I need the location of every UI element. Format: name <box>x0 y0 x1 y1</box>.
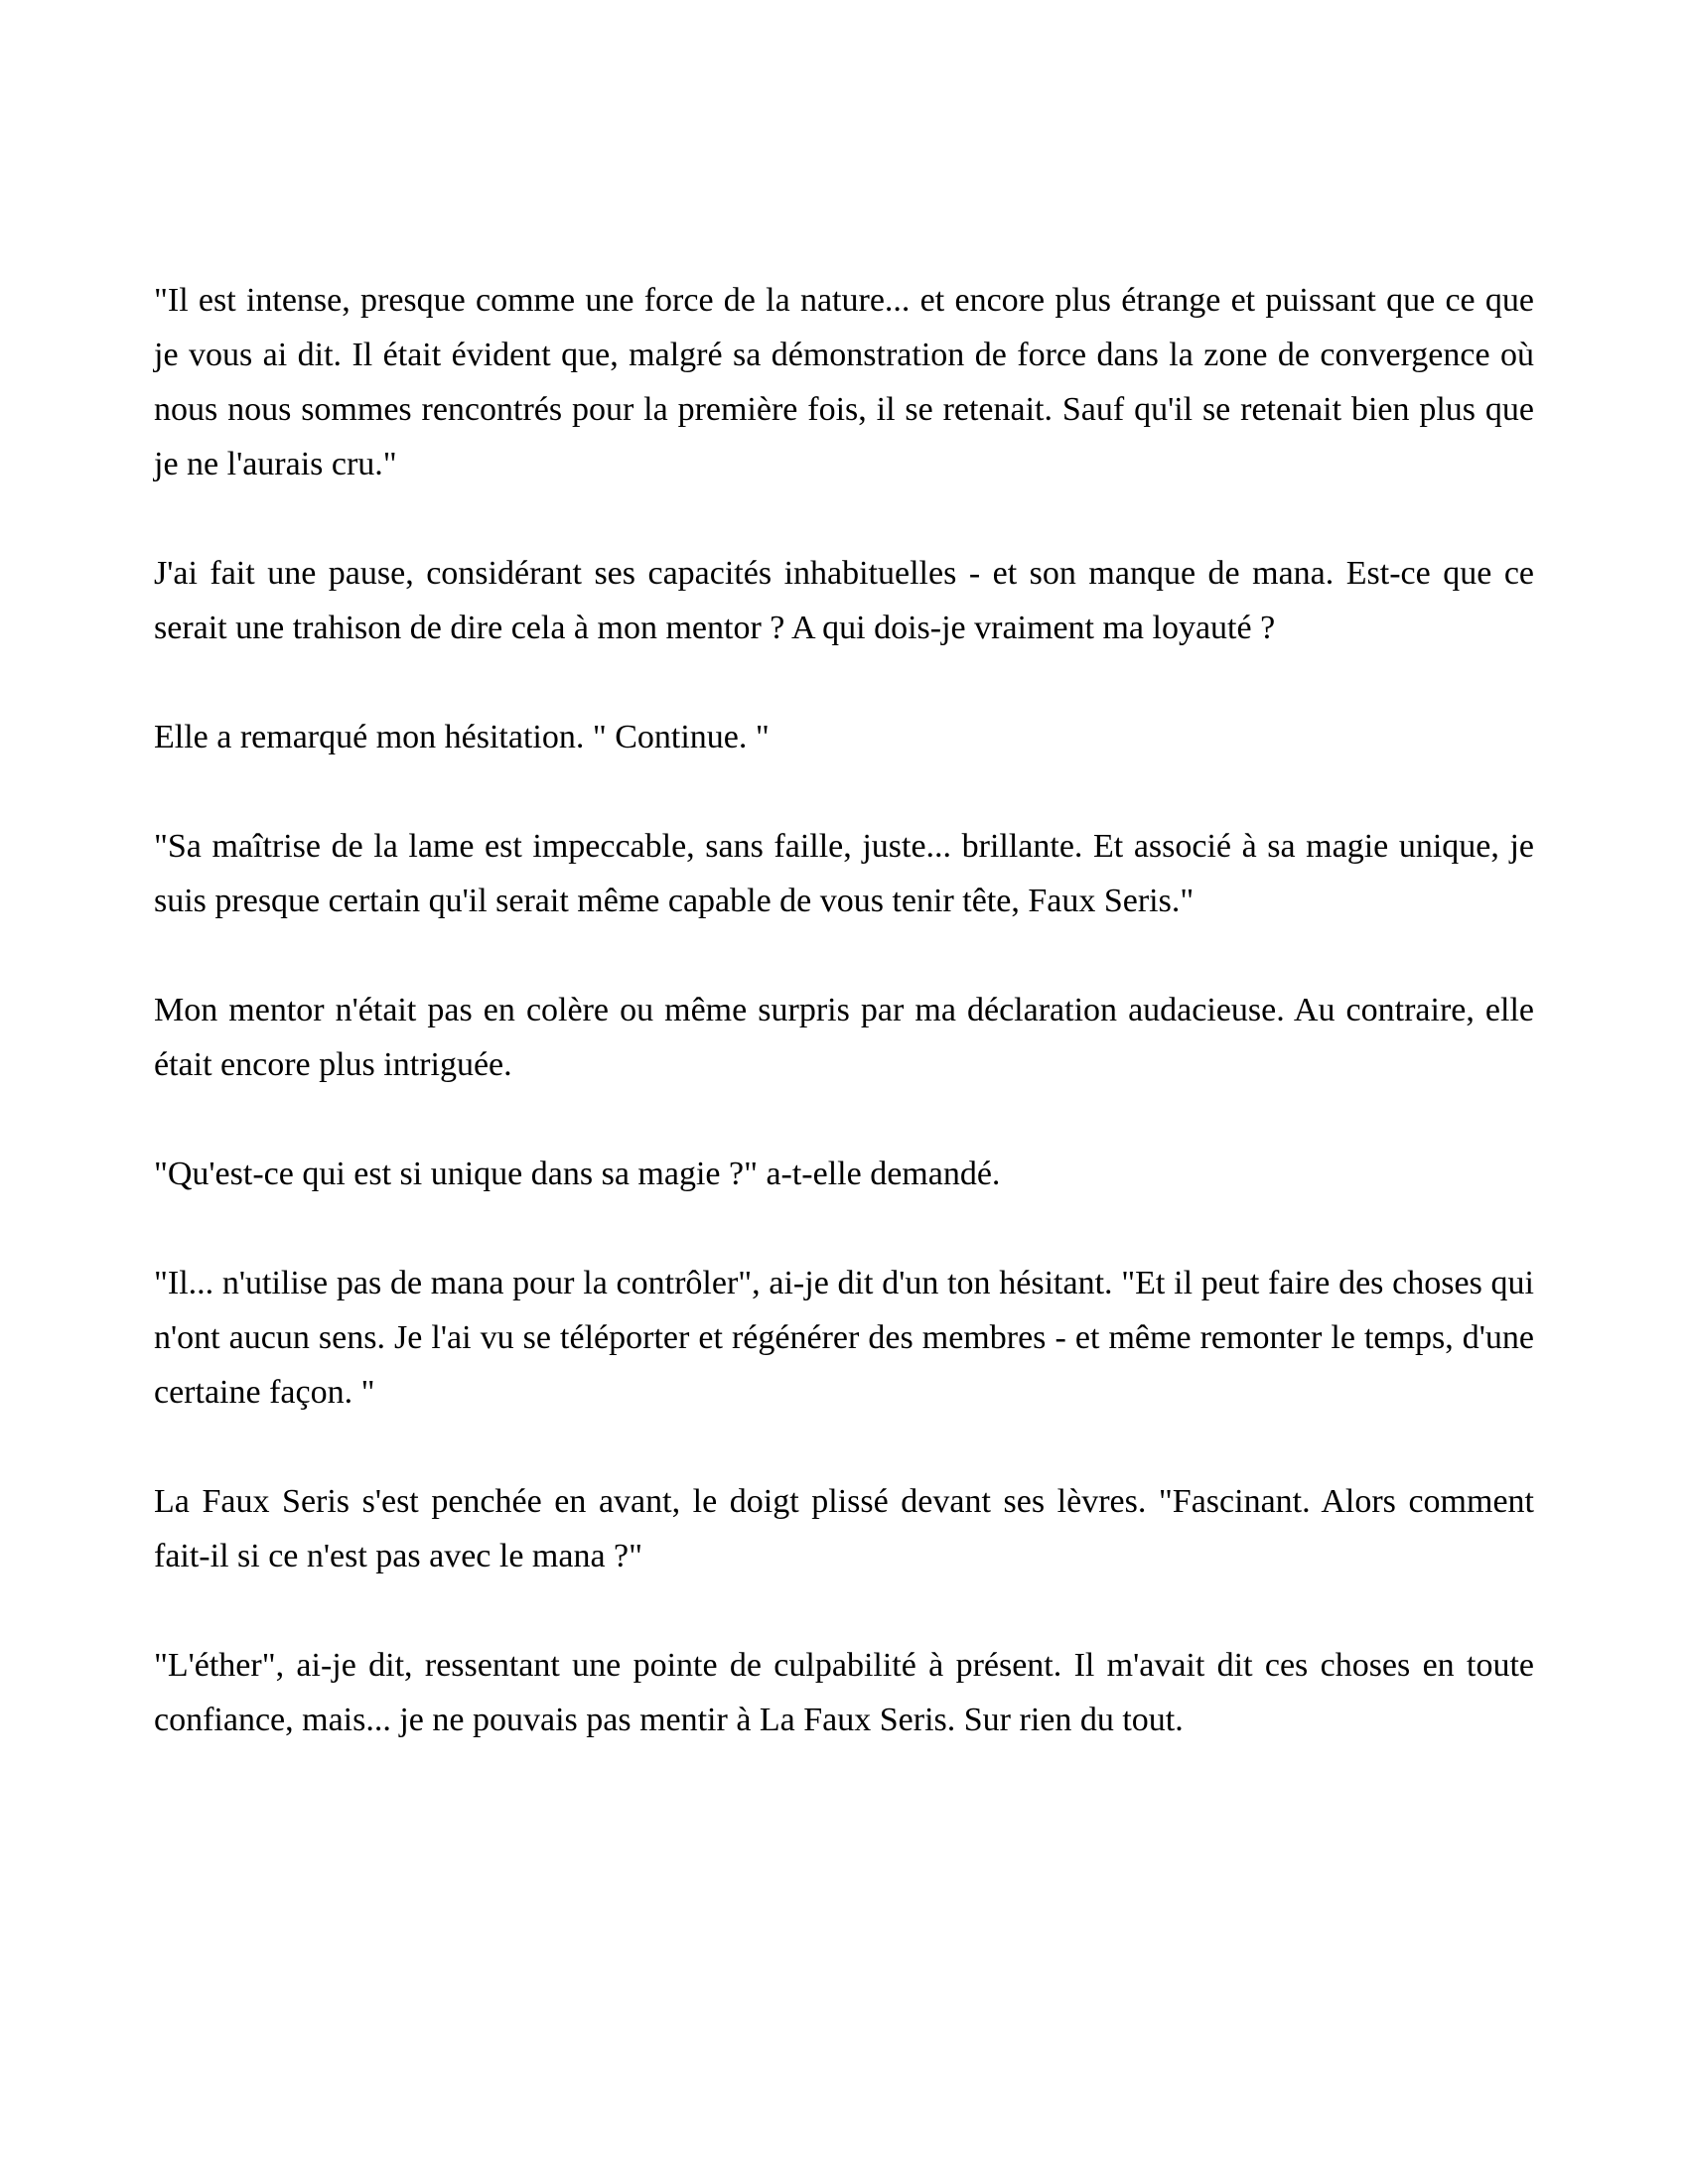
paragraph-9: "L'éther", ai-je dit, ressentant une pointe de culpabilité à présent. Il m'avait dit ces choses en toute confiance, mais... je ne pouvais pas mentir à La Faux Seris. Sur rien du tout. <box>154 1647 1534 1738</box>
page-text-block <box>154 273 1534 1802</box>
paragraph-7: "Il... n'utilise pas de mana pour la contrôler", ai-je dit d'un ton hésitant. "Et il peut faire des choses qui n'ont aucun sens. Je l'ai vu se téléporter et régénérer des membres - et même remonter le temps, d'une certaine façon. " <box>154 1265 1534 1411</box>
paragraph-5: Mon mentor n'était pas en colère ou même surpris par ma déclaration audacieuse. Au contraire, elle était encore plus intriguée. <box>154 992 1534 1083</box>
paragraph-3: Elle a remarqué mon hésitation. " Continue. " <box>154 719 770 755</box>
paragraph-4: "Sa maîtrise de la lame est impeccable, sans faille, juste... brillante. Et associé à sa magie unique, je suis presque certain qu'il serait même capable de vous tenir tête, Faux Seris." <box>154 828 1534 919</box>
paragraph-2: J'ai fait une pause, considérant ses capacités inhabituelles - et son manque de mana. Est-ce que ce serait une trahison de dire cela à mon mentor ? A qui dois-je vraiment ma loyauté ? <box>154 555 1534 646</box>
paragraph-8: La Faux Seris s'est penchée en avant, le doigt plissé devant ses lèvres. "Fascinant. Alors comment fait-il si ce n'est pas avec le mana ?" <box>154 1483 1534 1574</box>
paragraph-6: "Qu'est-ce qui est si unique dans sa magie ?" a-t-elle demandé. <box>154 1156 1001 1192</box>
paragraph-1: "Il est intense, presque comme une force de la nature... et encore plus étrange et puissant que ce que je vous ai dit. Il était évident que, malgré sa démonstration de force dans la zone de convergence où nous nous sommes rencontrés pour la première fois, il se retenait. Sauf qu'il se retenait bien plus que je ne l'aurais cru." <box>154 282 1534 482</box>
